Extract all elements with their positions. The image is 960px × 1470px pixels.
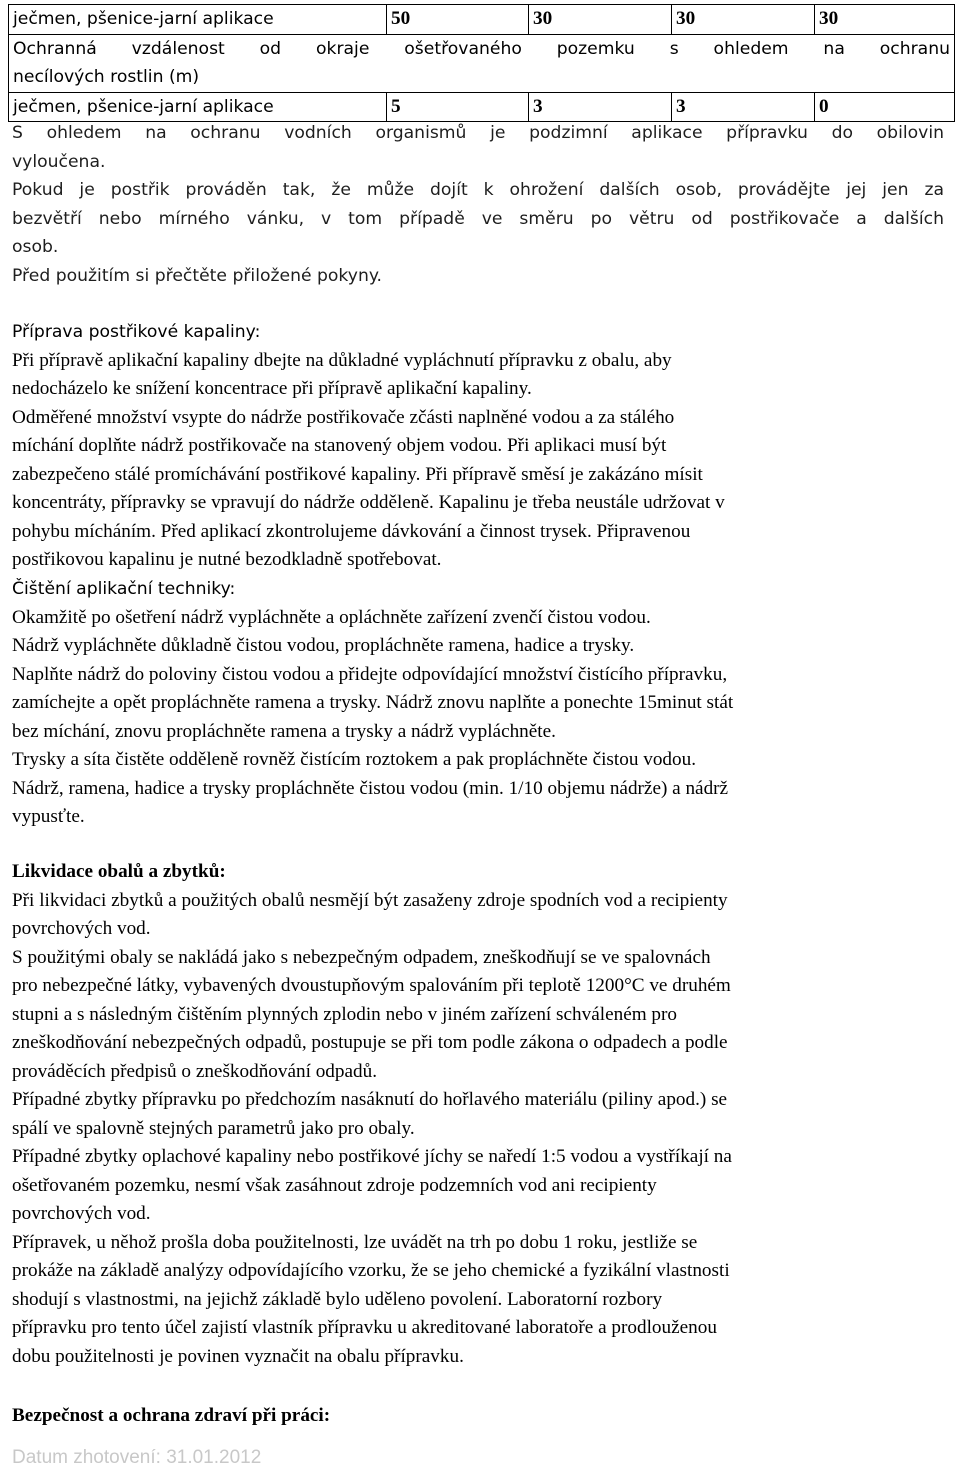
text-line: Okamžitě po ošetření nádrž vypláchněte a opláchněte zařízení zvenčí čistou vodou. — [12, 606, 651, 628]
text-line: prováděcích předpisů o zneškodňování odpadů. — [12, 1060, 377, 1082]
spray-warning-line: osob. — [12, 237, 59, 257]
text-line: shodují s vlastnostmi, na jejichž základě bylo uděleno povolení. Laboratorní rozbory — [12, 1288, 663, 1310]
text-line: pro nebezpečné látky, vybavených dvoustupňovým spalováním při teplotě 1200°C ve druhém — [12, 975, 731, 996]
section-heading: Příprava postřikové kapaliny: — [12, 322, 261, 342]
table-cell-value: 3 — [529, 92, 672, 122]
table-header-cell — [9, 34, 955, 92]
text-line: Nádrž, ramena, hadice a trysky propláchněte čistou vodou (min. 1/10 objemu nádrže) a nádrž — [12, 777, 729, 799]
text-line: stupni a s následným čištěním plynných zplodin nebo v jiném zařízení schváleném pro — [12, 1003, 678, 1025]
table-cell-label: ječmen, pšenice-jarní aplikace — [9, 92, 387, 122]
section-heading: Likvidace obalů a zbytků: — [12, 861, 226, 882]
text-line: Případné zbytky oplachové kapaliny nebo postřikové jíchy se naředí 1:5 vodou a vystříkají na — [12, 1146, 732, 1167]
text-line: Při přípravě aplikační kapaliny dbejte na důkladné vypláchnutí přípravku z obalu, aby — [12, 349, 672, 371]
table-cell-value: 3 — [672, 92, 815, 122]
preparation-section — [12, 318, 944, 575]
text-line: Trysky a síta čistěte odděleně rovněž čistícím roztokem a pak propláchněte čistou vodou. — [12, 749, 696, 770]
preparation-text — [12, 347, 944, 575]
text-line: prokáže na základě analýzy odpovídajícího vzorku, že se jeho chemické a fyzikální vlastnosti — [12, 1260, 730, 1281]
table-cell-value: 5 — [387, 92, 529, 122]
text-line: Případné zbytky přípravku po předchozím nasáknutí do hořlavého materiálu (piliny apod.) se — [12, 1089, 728, 1110]
text-line: postřikovou kapalinu je nutné bezodkladně spotřebovat. — [12, 549, 442, 570]
aquatic-warning-line: vyloučena. — [12, 151, 106, 172]
table-cell-value: 50 — [387, 5, 529, 35]
text-line: Odměřené množství vsypte do nádrže postřikovače zčásti naplněné vodou a za stálého — [12, 406, 675, 428]
text-line: dobu použitelnosti je povinen vyznačit na obalu přípravku. — [12, 1345, 464, 1367]
text-line: Naplňte nádrž do poloviny čistou vodou a přidejte odpovídající množství čistícího přípravku, — [12, 663, 728, 685]
text-line: nedocházelo ke snížení koncentrace při přípravě aplikační kapaliny. — [12, 378, 532, 399]
table-cell-value: 0 — [815, 92, 955, 122]
text-line: zneškodňování nebezpečných odpadů, postupuje se při tom podle zákona o odpadech a podle — [12, 1032, 728, 1053]
section-heading: Bezpečnost a ochrana zdraví při práci: — [12, 1405, 331, 1426]
section-heading: Čištění aplikační techniky: — [12, 579, 236, 599]
table-header-line: Ochranná vzdálenost od okraje ošetřovaného pozemku s ohledem na ochranu — [13, 38, 950, 59]
table-cell-value: 30 — [672, 5, 815, 35]
table-cell-value: 30 — [815, 5, 955, 35]
text-line: koncentráty, přípravky se vpravují do nádrže odděleně. Kapalinu je třeba neustále udržovat v — [12, 492, 725, 513]
table-header-line: necílových rostlin (m) — [13, 67, 200, 87]
text-line: pohybu mícháním. Před aplikací zkontrolujeme dávkování a činnost trysek. Připravenou — [12, 520, 691, 542]
read-instructions-note: Před použitím si přečtěte přiložené pokyny. — [12, 265, 383, 286]
text-line: zamíchejte a opět propláchněte ramena a trysky. Nádrž znovu naplňte a ponechte 15minut stát — [12, 692, 734, 713]
protection-distance-table — [8, 4, 955, 122]
table-row — [9, 5, 955, 35]
text-line: povrchových vod. — [12, 918, 151, 939]
aquatic-warning-line: S ohledem na ochranu vodních organismů je podzimní aplikace přípravku do obilovin — [12, 123, 944, 143]
text-line: Při likvidaci zbytků a použitých obalů nesmějí být zasaženy zdroje spodních vod a recipienty — [12, 889, 728, 911]
spray-warning-line: bezvětří nebo mírného vánku, v tom případě ve směru po větru od postřikovače a dalších — [12, 208, 944, 229]
text-line: přípravku pro tento účel zajistí vlastník přípravku u akreditované laboratoře a prodlouženou — [12, 1317, 717, 1338]
text-line: vypusťte. — [12, 806, 85, 827]
text-line: bez míchání, znovu propláchněte ramena a trysky a nádrž vypláchněte. — [12, 720, 556, 742]
table-cell-label: ječmen, pšenice-jarní aplikace — [9, 5, 387, 35]
disposal-section — [12, 858, 944, 1371]
text-line: S použitými obaly se nakládá jako s nebezpečným odpadem, zneškodňují se ve spalovnách — [12, 946, 711, 968]
safety-section — [12, 1402, 944, 1431]
text-line: zabezpečeno stálé promíchávání postřikové kapaliny. Při přípravě směsí je zakázáno mísit — [12, 463, 703, 485]
table-cell-value: 30 — [529, 5, 672, 35]
cleaning-text — [12, 604, 944, 832]
text-line: ošetřovaném pozemku, nesmí však zasáhnout zdroje podzemních vod ani recipienty — [12, 1174, 657, 1196]
text-line: povrchových vod. — [12, 1203, 151, 1224]
table-row — [9, 92, 955, 122]
text-line: Přípravek, u něhož prošla doba použitelnosti, lze uvádět na trh po dobu 1 roku, jestliže se — [12, 1231, 698, 1253]
table-row — [9, 34, 955, 92]
disposal-text — [12, 887, 944, 1372]
footer-date: Datum zhotovení: 31.01.2012 — [12, 1447, 262, 1468]
spray-warning-line: Pokud je postřik prováděn tak, že může dojít k ohrožení dalších osob, provádějte jej jen za — [12, 180, 944, 200]
text-line: míchání doplňte nádrž postřikovače na stanovený objem vodou. Při aplikaci musí být — [12, 435, 667, 456]
text-line: spálí ve spalovně stejných parametrů jako pro obaly. — [12, 1117, 415, 1139]
text-line: Nádrž vypláchněte důkladně čistou vodou, propláchněte ramena, hadice a trysky. — [12, 635, 635, 656]
cleaning-section — [12, 575, 944, 832]
warnings-section — [12, 119, 944, 290]
